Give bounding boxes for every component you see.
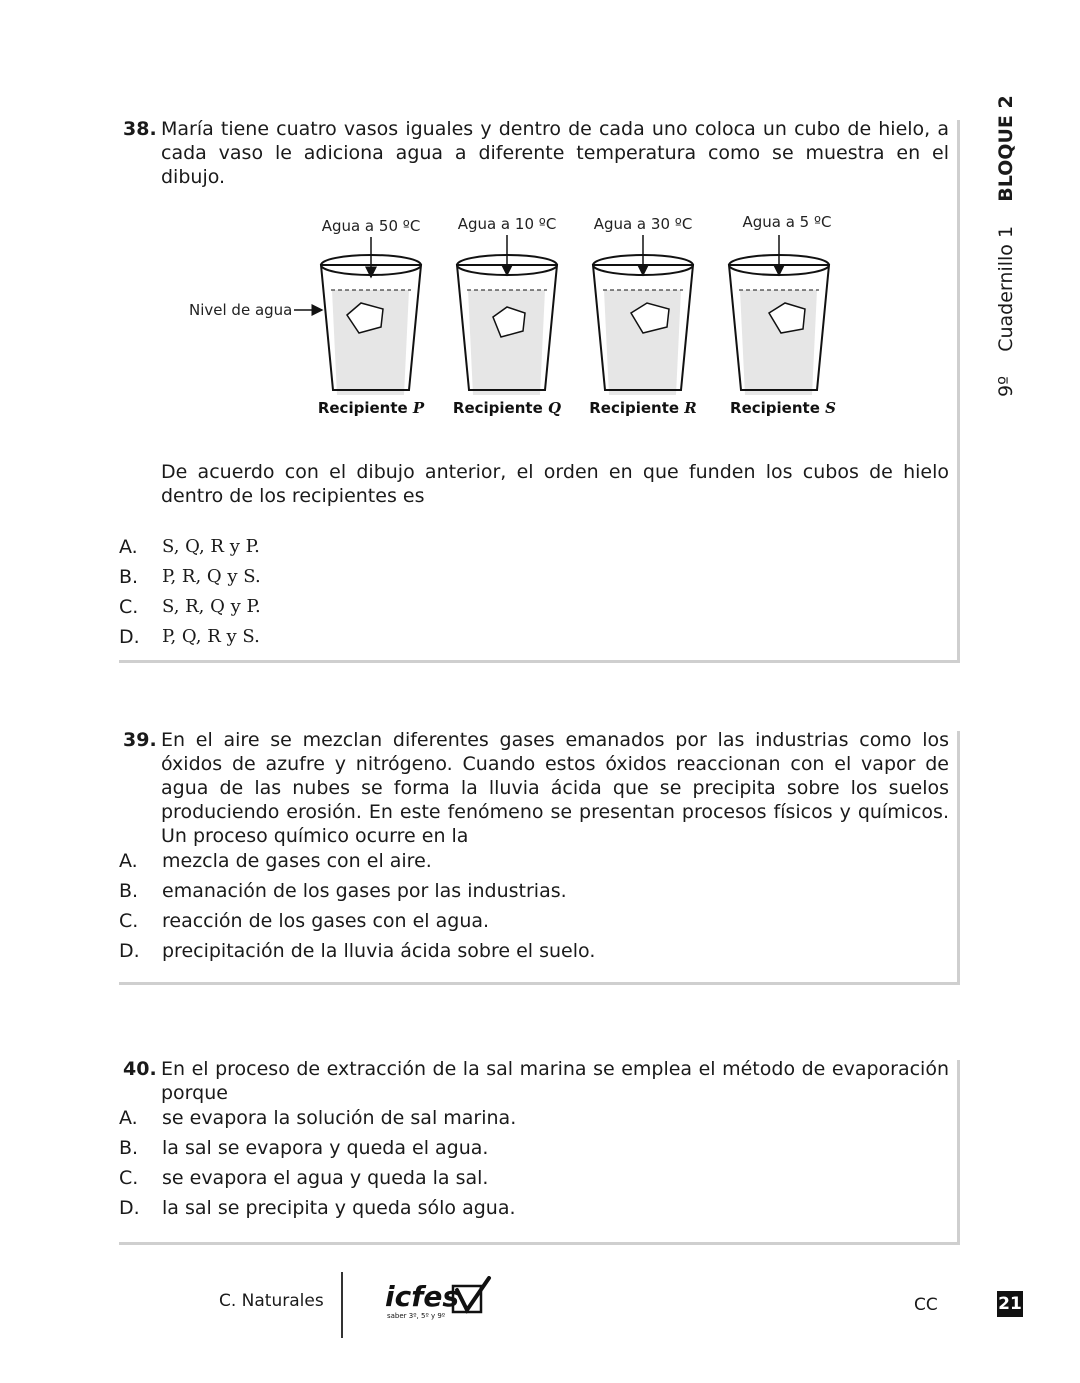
subject-label: C. Naturales — [219, 1291, 324, 1311]
icfes-logo — [385, 1276, 505, 1322]
glass-label: Recipiente P — [317, 399, 425, 417]
question-40: 40. En el proceso de extracción de la sal marina se emplea el método de evaporación porque A. se evapora la solución de sal marina. B. la sal se evapora y queda el agua. C. se evapora el agua y queda la sal. D. la sal se precipita y queda sólo agua. — [119, 1060, 960, 1245]
question-number: 38. — [123, 118, 157, 140]
glass-temp: Agua a 5 ºC — [742, 213, 832, 231]
booklet-label: Cuadernillo 1 — [995, 225, 1017, 352]
question-prompt: De acuerdo con el dibujo anterior, el orden en que funden los cubos de hielo dentro de los recipientes es — [161, 461, 949, 507]
question-stem: En el aire se mezclan diferentes gases emanados por las industrias como los óxidos de azufre y nitrógeno. Cuando estos óxidos reaccionan con el vapor de agua de las nubes se forma la lluvia ácida que se precipita sobre los suelos produciendo erosión. En este fenómeno se presentan procesos físicos y químicos. Un proceso químico ocurre en la — [161, 729, 949, 847]
question-number: 40. — [123, 1058, 157, 1080]
footer-divider — [341, 1272, 343, 1338]
question-38: 38. María tiene cuatro vasos iguales y dentro de cada uno coloca un cubo de hielo, a cada vaso le adiciona agua a diferente temperatura como se muestra en el dibujo. Nivel de agua Agua a 50 ºC Recipiente P Agua a 10 ºC Recipiente Q Agua a 30 ºC Recipiente R Agua a 5 ºC Recipiente S De acuerdo con el dibujo anterior, el orden en que funden los cubos de hielo dentro de los recipientes es A. S, Q, R y P. B. P, R, Q y S. C. S, R, Q y P. D. P, Q, R y S. — [119, 120, 960, 663]
ice-glasses-figure — [179, 205, 919, 420]
grade-label: 9º — [995, 375, 1017, 397]
glass-q — [453, 215, 561, 417]
glass-temp: Agua a 50 ºC — [321, 217, 421, 235]
booklet-code: CC — [914, 1295, 938, 1315]
glass-s — [729, 213, 836, 417]
water-level-label: Nivel de agua — [189, 301, 293, 319]
glass-temp: Agua a 30 ºC — [593, 215, 693, 233]
svg-text:saber 3º, 5º y 9º: saber 3º, 5º y 9º — [387, 1312, 446, 1320]
question-number: 39. — [123, 729, 157, 751]
glass-r — [589, 215, 697, 417]
question-stem: María tiene cuatro vasos iguales y dentro de cada uno coloca un cubo de hielo, a cada vaso le adiciona agua a diferente temperatura como se muestra en el dibujo. — [161, 118, 949, 188]
page-number: 21 — [997, 1291, 1023, 1317]
question-39: 39. En el aire se mezclan diferentes gases emanados por las industrias como los óxidos de azufre y nitrógeno. Cuando estos óxidos reaccionan con el vapor de agua de las nubes se forma la lluvia ácida que se precipita sobre los suelos produciendo erosión. En este fenómeno se presentan procesos físicos y químicos. Un proceso químico ocurre en la A. mezcla de gases con el aire. B. emanación de los gases por las industrias. C. reacción de los gases con el agua. D. precipitación de la lluvia ácida sobre el suelo. — [119, 731, 960, 985]
question-stem: En el proceso de extracción de la sal marina se emplea el método de evaporación porque — [161, 1058, 949, 1104]
glass-label: Recipiente R — [589, 399, 697, 417]
glass-label: Recipiente Q — [452, 399, 562, 417]
glass-p — [318, 217, 425, 417]
glass-label: Recipiente S — [730, 399, 836, 417]
block-label: BLOQUE 2 — [995, 95, 1017, 202]
glass-temp: Agua a 10 ºC — [457, 215, 557, 233]
svg-text:icfes: icfes — [385, 1280, 460, 1313]
